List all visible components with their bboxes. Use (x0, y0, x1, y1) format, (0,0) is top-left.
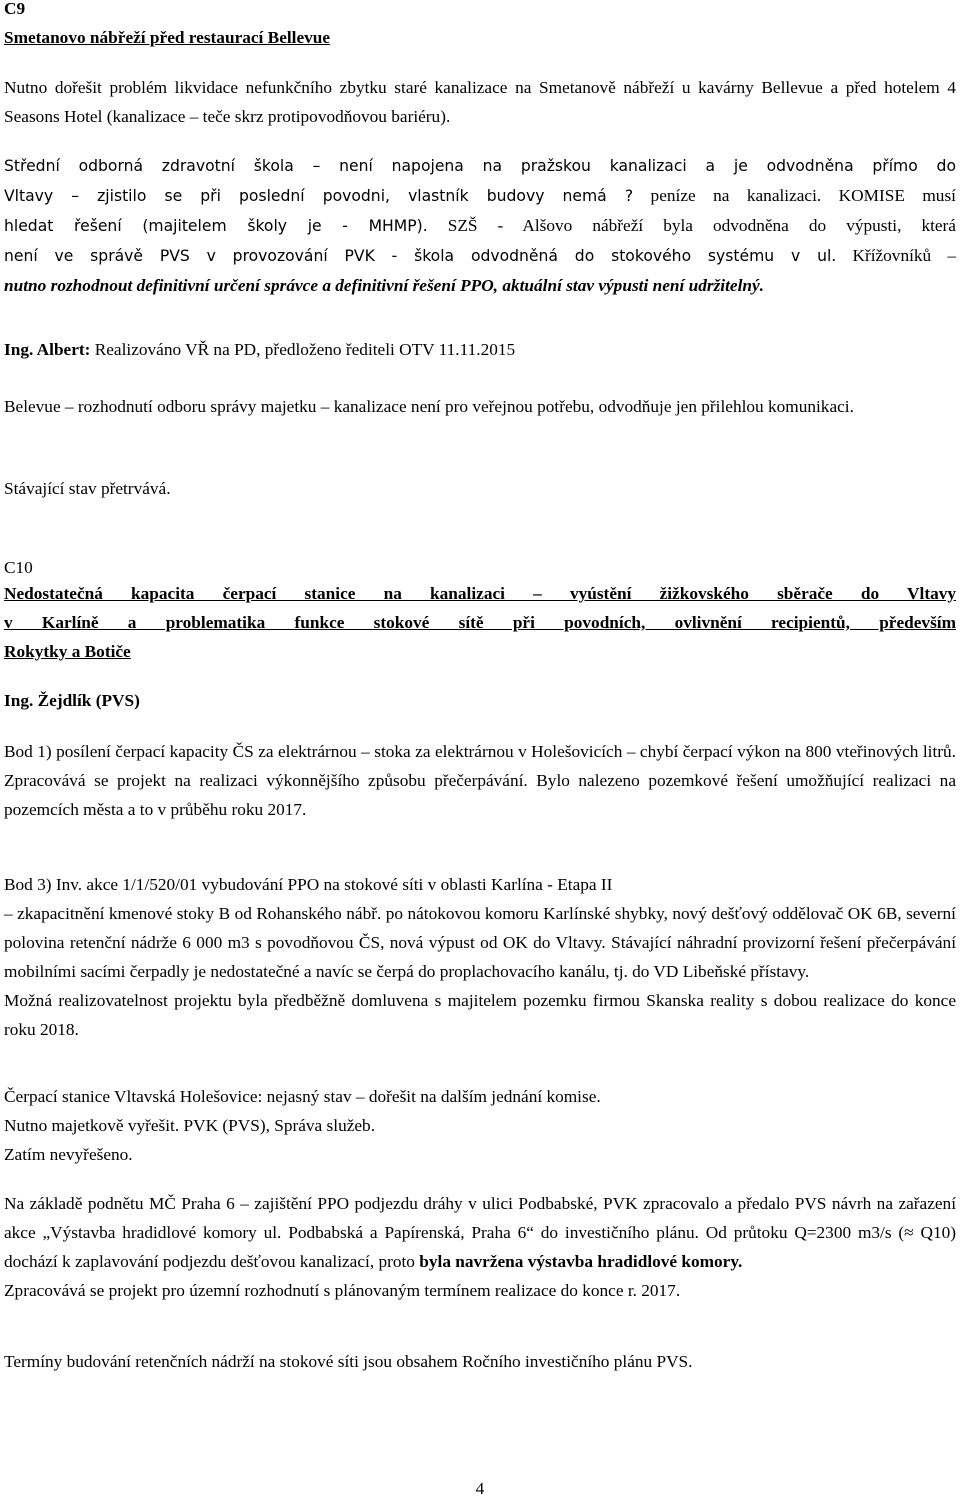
c9-p2-emphasis: nutno rozhodnout definitivní určení správce a definitivní řešení PPO, aktuální stav výpusti není udržitelný. (4, 276, 764, 295)
c9-p2-line-4a: není ve správě PVS v provozování PVK - škola odvodněná do stokového systému v ul. (4, 247, 837, 265)
c9-paragraph-1: Nutno dořešit problém likvidace nefunkčního zbytku staré kanalizace na Smetanově nábřeží u kavárny Bellevue a před hotelem 4 Seasons Hotel (kanalizace – teče skrz protipovodňovou bariéru). (4, 78, 956, 126)
c9-paragraph-2 (4, 152, 956, 300)
c10-bod-1: Bod 1) posílení čerpací kapacity ČS za elektrárnou – stoka za elektrárnou v Holešovicích – chybí čerpací výkon na 800 vteřinových litrů. Zpracovává se projekt na realizaci výkonnějšího způsobu přečerpávání. Bylo nalezeno pozemkové řešení umožňující realizaci na pozemcích města a to v průběhu roku 2017. (4, 742, 956, 819)
praha6-text: Na základě podnětu MČ Praha 6 – zajištění PPO podjezdu dráhy v ulici Podbabské, PVK zpracovalo a předalo PVS návrh na zařazení akce „Výstavba hradidlové komory ul. Podbabská a Papírenská, Praha 6“ do investičního plánu. Od průtoku Q=2300 m3/s (≈ Q10) dochází k zaplavování podjezdu dešťovou kanalizací, proto (4, 1194, 956, 1271)
praha6-bold: byla navržena výstavba hradidlové komory. (419, 1252, 743, 1271)
c9-paragraph-3: Belevue – rozhodnutí odboru správy majetku – kanalizace není pro veřejnou potřebu, odvodňuje jen přilehlou komunikaci. (4, 397, 854, 416)
bod3-line-1: Bod 3) Inv. akce 1/1/520/01 vybudování PPO na stokové síti v oblasti Karlína - Etapa II (4, 875, 613, 894)
praha6-last: Zpracovává se projekt pro územní rozhodnutí s plánovaným termínem realizace do konce r. 2017. (4, 1281, 681, 1300)
c10-bod-3 (4, 870, 956, 1044)
section-code-c10: C10 (4, 558, 33, 577)
c9-p2-line-2 (4, 181, 956, 211)
cs-line-1: Čerpací stanice Vltavská Holešovice: nejasný stav – dořešit na dalším jednání komise. (4, 1087, 601, 1106)
c10-title-line-2: v Karlíně a problematika funkce stokové sítě při povodních, ovlivnění recipientů, především (4, 613, 956, 632)
albert-label: Ing. Albert: (4, 340, 91, 359)
section-code-c9: C9 (4, 0, 26, 18)
section-title-c10 (4, 579, 956, 666)
c10-title-line-1: Nedostatečná kapacita čerpací stanice na kanalizaci – vyústění žižkovského sběrače do Vltavy (4, 584, 956, 603)
c10-praha6-paragraph (4, 1189, 956, 1305)
c9-p2-line-2a: Vltavy – zjistilo se při poslední povodni, vlastník budovy nemá ? (4, 187, 634, 205)
cs-line-3: Zatím nevyřešeno. (4, 1145, 133, 1164)
c9-p2-line-4b: Křížovníků – (836, 246, 957, 265)
bod3-skanska: Možná realizovatelnost projektu byla předběžně domluvena s majitelem pozemku firmou Skanska reality s dobou realizace do konce roku 2018. (4, 991, 956, 1039)
c10-title-line-3: Rokytky a Botiče (4, 642, 131, 661)
praha6-text-wrap (4, 1189, 956, 1276)
c10-cerpaci-stanice (4, 1082, 956, 1169)
bod3-rest: – zkapacitnění kmenové stoky B od Rohanského nábř. po nátokovou komoru Karlínské shybky, nový dešťový oddělovač OK 6B, severní polovina retenční nádrže 6 000 m3 s povodňovou ČS, nová výpust od OK do Vltavy. Stávající náhradní provizorní řešení přečerpávání mobilními sacími čerpadly je nedostatečné a navíc se čerpá do proplachovacího kanálu, tj. do VD Libeňské přístavy. (4, 904, 956, 981)
c10-paragraph-final: Termíny budování retenčních nádrží na stokové síti jsou obsahem Ročního investičního plánu PVS. (4, 1352, 693, 1371)
c9-paragraph-4: Stávající stav přetrvává. (4, 479, 171, 498)
page-number: 4 (475, 1479, 485, 1498)
c9-p2-line-3a: hledat řešení (majitelem školy je - MHMP). (4, 217, 428, 235)
c9-albert-paragraph (4, 335, 956, 364)
c9-p2-line-1: Střední odborná zdravotní škola – není napojena na pražskou kanalizaci a je odvodněna přímo do (4, 157, 956, 175)
c9-p2-line-2b: peníze na kanalizaci. KOMISE musí (633, 186, 956, 205)
c9-p2-line-3 (4, 211, 956, 241)
c10-person: Ing. Žejdlík (PVS) (4, 691, 140, 710)
section-title-c9: Smetanovo nábřeží před restaurací Bellevue (4, 28, 331, 47)
albert-text: Realizováno VŘ na PD, předloženo řediteli OTV 11.11.2015 (90, 340, 516, 359)
cs-line-2: Nutno majetkově vyřešit. PVK (PVS), Správa služeb. (4, 1116, 376, 1135)
c9-p2-line-4 (4, 241, 956, 271)
c9-p2-line-3b: SZŠ - Alšovo nábřeží byla odvodněna do výpusti, která (427, 216, 956, 235)
